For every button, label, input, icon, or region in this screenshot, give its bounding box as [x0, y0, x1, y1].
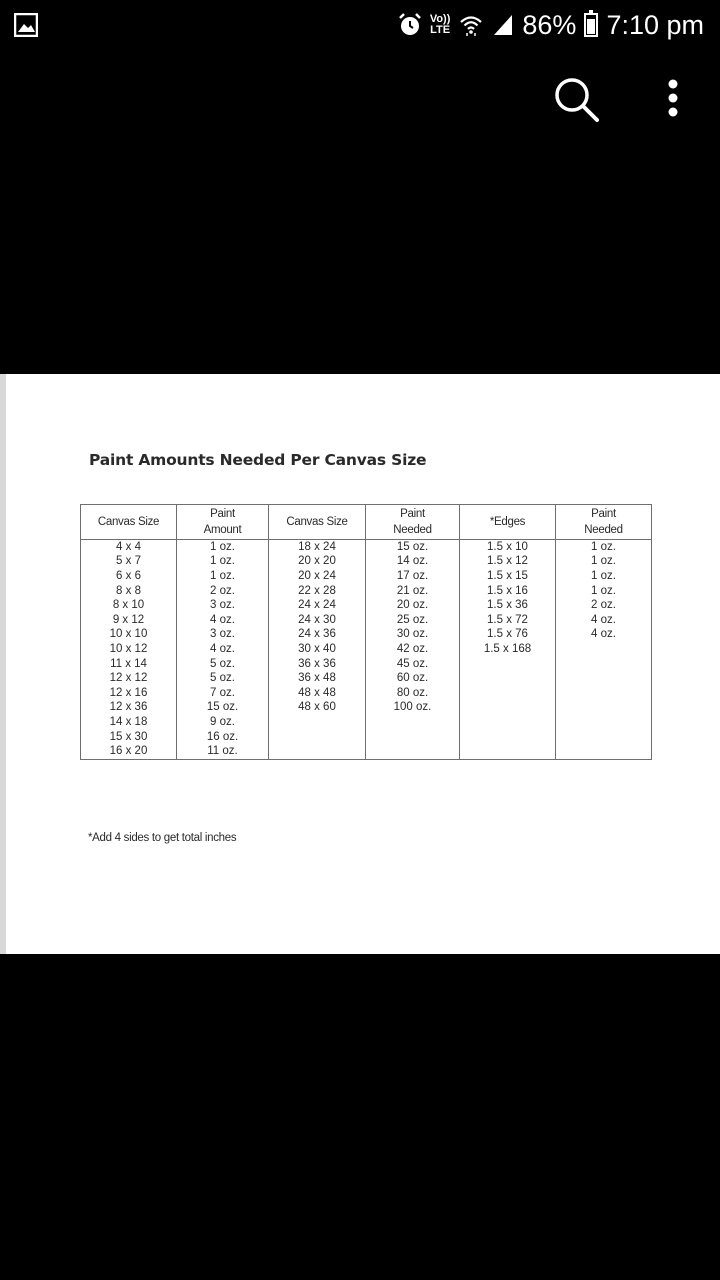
table-row [81, 584, 652, 599]
table-cell: 1 oz. [556, 569, 652, 584]
table-cell: 25 oz. [366, 613, 460, 628]
column-header [366, 505, 460, 540]
photo-viewer-image[interactable] [0, 374, 720, 954]
table-cell: 9 x 12 [81, 613, 177, 628]
table-cell: 4 oz. [556, 613, 652, 628]
table-cell [460, 715, 556, 730]
table-cell: 7 oz. [177, 686, 269, 701]
column-header-line: Canvas Size [286, 516, 348, 528]
table-cell: 15 oz. [366, 540, 460, 555]
gallery-icon [14, 13, 38, 37]
table-cell: 11 oz. [177, 744, 269, 759]
table-cell: 1.5 x 16 [460, 584, 556, 599]
table-row [81, 715, 652, 730]
clock: 7:10 pm [606, 9, 704, 40]
table-cell: 3 oz. [177, 598, 269, 613]
table-cell: 1 oz. [177, 540, 269, 555]
table-cell: 9 oz. [177, 715, 269, 730]
table-cell: 1 oz. [556, 540, 652, 555]
table-cell: 45 oz. [366, 657, 460, 672]
table-cell: 14 x 18 [81, 715, 177, 730]
column-header-line: Paint [210, 508, 235, 520]
table-cell: 1.5 x 76 [460, 628, 556, 643]
table-cell [460, 657, 556, 672]
column-header [177, 505, 269, 540]
table-cell: 12 x 16 [81, 686, 177, 701]
table-cell: 20 x 24 [269, 569, 366, 584]
table-cell: 1.5 x 10 [460, 540, 556, 555]
table-cell: 10 x 12 [81, 642, 177, 657]
table-cell [366, 730, 460, 745]
table-cell: 60 oz. [366, 671, 460, 686]
table-cell [269, 730, 366, 745]
table-cell: 2 oz. [177, 584, 269, 599]
table-cell: 30 oz. [366, 628, 460, 643]
table-cell [269, 715, 366, 730]
table-cell: 1 oz. [177, 569, 269, 584]
table-cell: 30 x 40 [269, 642, 366, 657]
table-cell [460, 686, 556, 701]
table-cell: 1 oz. [556, 584, 652, 599]
table-cell: 18 x 24 [269, 540, 366, 555]
table-row [81, 744, 652, 759]
battery-percent: 86% [522, 9, 577, 40]
column-header-line: Canvas Size [97, 516, 160, 528]
table-cell: 1.5 x 72 [460, 613, 556, 628]
table-cell: 20 oz. [366, 598, 460, 613]
table-row [81, 657, 652, 672]
table-row [81, 569, 652, 584]
table-cell: 8 x 8 [81, 584, 177, 599]
table-cell [556, 730, 652, 745]
table-row [81, 701, 652, 716]
column-header [556, 505, 652, 540]
table-cell [460, 671, 556, 686]
battery-icon [584, 13, 598, 37]
table-row [81, 642, 652, 657]
table-cell: 24 x 36 [269, 628, 366, 643]
column-header-line: Needed [393, 524, 432, 536]
table-cell: 1 oz. [556, 555, 652, 570]
table-cell [366, 744, 460, 759]
column-header [269, 505, 366, 540]
table-cell: 4 oz. [177, 642, 269, 657]
table-cell [460, 730, 556, 745]
table-cell: 12 x 36 [81, 701, 177, 716]
table-row [81, 628, 652, 643]
table-header-row [81, 505, 652, 540]
column-header-line: Paint [400, 508, 425, 520]
table-cell: 11 x 14 [81, 657, 177, 672]
table-cell [556, 744, 652, 759]
table-cell: 36 x 48 [269, 671, 366, 686]
column-header-line: Needed [584, 524, 623, 536]
table-cell: 80 oz. [366, 686, 460, 701]
table-cell: 48 x 48 [269, 686, 366, 701]
column-header [460, 505, 556, 540]
document-title: Paint Amounts Needed Per Canvas Size [89, 451, 427, 469]
table-cell [269, 744, 366, 759]
table-cell: 4 oz. [177, 613, 269, 628]
status-bar [0, 0, 720, 50]
table-cell: 48 x 60 [269, 701, 366, 716]
table-cell: 5 x 7 [81, 555, 177, 570]
network-type-label [430, 14, 451, 36]
table-cell: 21 oz. [366, 584, 460, 599]
table-cell: 15 x 30 [81, 730, 177, 745]
search-icon[interactable] [550, 74, 602, 126]
table-cell: 5 oz. [177, 657, 269, 672]
table-cell: 12 x 12 [81, 671, 177, 686]
battery-level [587, 19, 595, 34]
table-cell: 100 oz. [366, 701, 460, 716]
signal-icon [492, 13, 514, 37]
table-row [81, 730, 652, 745]
table-cell [556, 686, 652, 701]
table-cell: 10 x 10 [81, 628, 177, 643]
lte-label: LTE [430, 24, 451, 36]
column-header-line: Paint [591, 508, 616, 520]
more-options-icon[interactable] [660, 74, 686, 126]
table-cell: 4 x 4 [81, 540, 177, 555]
wifi-icon [458, 12, 484, 38]
table-cell [460, 744, 556, 759]
table-cell: 1.5 x 36 [460, 598, 556, 613]
table-cell: 42 oz. [366, 642, 460, 657]
paint-amounts-table [80, 504, 652, 760]
table-row [81, 671, 652, 686]
table-row [81, 598, 652, 613]
table-cell [556, 642, 652, 657]
table-cell: 17 oz. [366, 569, 460, 584]
table-cell [556, 715, 652, 730]
volte-label: Vo)) [429, 13, 451, 25]
table-cell: 16 x 20 [81, 744, 177, 759]
image-edge [0, 374, 6, 954]
table-cell: 16 oz. [177, 730, 269, 745]
table-cell: 1.5 x 15 [460, 569, 556, 584]
status-icons [398, 6, 704, 44]
table-cell: 20 x 20 [269, 555, 366, 570]
table-cell [366, 715, 460, 730]
table-cell [556, 701, 652, 716]
table-cell: 2 oz. [556, 598, 652, 613]
table-cell: 1.5 x 168 [460, 642, 556, 657]
table-cell [460, 701, 556, 716]
table-cell: 6 x 6 [81, 569, 177, 584]
column-header [81, 505, 177, 540]
table-footnote: *Add 4 sides to get total inches [88, 832, 237, 844]
table-cell: 1 oz. [177, 555, 269, 570]
table-row [81, 686, 652, 701]
column-header-line: Amount [203, 524, 242, 536]
table-body [81, 540, 652, 760]
table-cell: 4 oz. [556, 628, 652, 643]
table-cell: 22 x 28 [269, 584, 366, 599]
table-cell: 15 oz. [177, 701, 269, 716]
table-cell: 14 oz. [366, 555, 460, 570]
table-cell [556, 671, 652, 686]
table-cell: 3 oz. [177, 628, 269, 643]
table-cell: 36 x 36 [269, 657, 366, 672]
table-cell: 8 x 10 [81, 598, 177, 613]
table-cell [556, 657, 652, 672]
table-row [81, 555, 652, 570]
table-row [81, 613, 652, 628]
table-cell: 24 x 24 [269, 598, 366, 613]
table-row [81, 540, 652, 555]
table-cell: 1.5 x 12 [460, 555, 556, 570]
table-cell: 24 x 30 [269, 613, 366, 628]
column-header-line: *Edges [489, 516, 526, 528]
table-cell: 5 oz. [177, 671, 269, 686]
alarm-icon [398, 12, 422, 38]
